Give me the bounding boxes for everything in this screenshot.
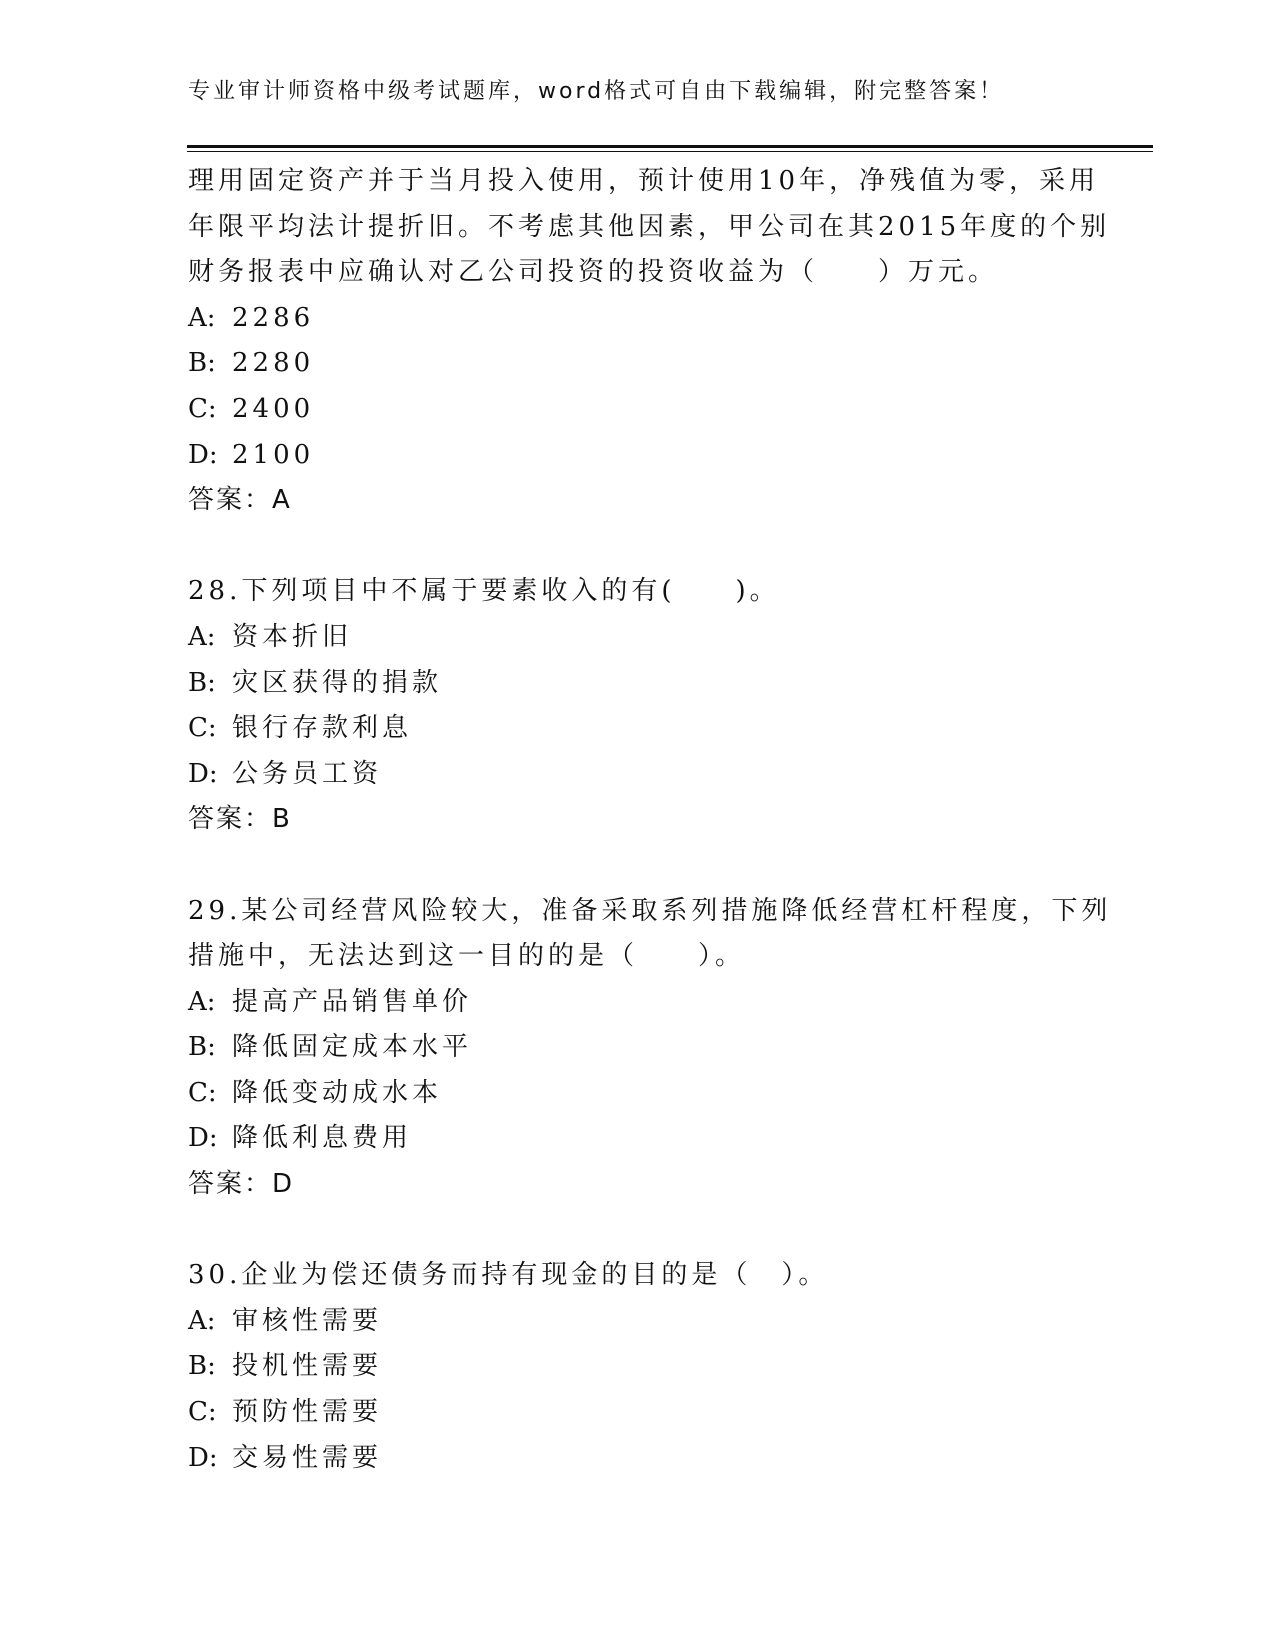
question-27-continuation [188, 159, 1111, 524]
option-text: 灾区获得的捐款 [232, 667, 443, 698]
option-text: 预防性需要 [232, 1397, 383, 1428]
option-a [188, 615, 1088, 661]
option-text: 公务员工资 [232, 758, 383, 789]
option-label: A: [188, 1305, 216, 1336]
option-d [188, 752, 1088, 798]
option-label: C: [188, 713, 217, 744]
option-label: D: [188, 1442, 218, 1473]
question-text-line: 理用固定资产并于当月投入使用，预计使用10年，净残值为零，采用 [188, 166, 1100, 196]
page-header: 专业审计师资格中级考试题库，word格式可自由下载编辑，附完整答案！ [188, 79, 1005, 104]
option-b [188, 341, 1088, 387]
option-b [188, 1344, 1088, 1390]
option-text: 降低利息费用 [232, 1123, 413, 1154]
question-text-line: 年限平均法计提折旧。不考虑其他因素，甲公司在其2015年度的个别 [188, 211, 1111, 242]
option-c [188, 1390, 1088, 1436]
answer: 答案：B [188, 804, 292, 835]
option-label: A: [188, 986, 216, 1017]
option-label: D: [188, 439, 218, 470]
option-b [188, 661, 1088, 707]
option-a [188, 1299, 1088, 1345]
option-b [188, 1025, 1088, 1071]
option-label: C: [188, 393, 217, 424]
option-label: C: [188, 1077, 217, 1108]
option-label: B: [188, 1032, 216, 1063]
option-label: C: [188, 1397, 217, 1428]
question-text-line: 30.企业为偿还债务而持有现金的目的是（ ）。 [188, 1260, 829, 1291]
option-label: B: [188, 667, 216, 698]
question-text-line: 29.某公司经营风险较大，准备采取系列措施降低经营杠杆程度，下列 [188, 895, 1112, 926]
option-text: 交易性需要 [232, 1442, 383, 1473]
option-text: 2400 [232, 393, 315, 424]
answer: 答案：A [188, 485, 292, 516]
spacer [188, 843, 1088, 889]
option-d [188, 1436, 1088, 1482]
option-label: A: [188, 302, 216, 333]
spacer [188, 1208, 1088, 1254]
header-rule-thin [187, 151, 1153, 152]
option-text: 审核性需要 [232, 1305, 383, 1336]
option-text: 降低变动成水本 [232, 1077, 443, 1108]
option-d [188, 433, 1088, 479]
option-label: D: [188, 758, 218, 789]
option-c [188, 706, 1088, 752]
question-28 [188, 569, 1088, 843]
option-d [188, 1116, 1088, 1162]
option-text: 资本折旧 [232, 621, 353, 652]
option-c [188, 387, 1088, 433]
question-text-line: 措施中，无法达到这一目的的是（ ）。 [188, 941, 746, 972]
answer: 答案：D [188, 1169, 295, 1200]
question-content [188, 159, 1112, 1481]
option-a [188, 296, 1088, 342]
question-text-line: 28.下列项目中不属于要素收入的有( )。 [188, 576, 780, 607]
option-text: 2100 [232, 439, 315, 470]
header-rule [187, 145, 1153, 148]
spacer [188, 524, 1088, 570]
option-label: D: [188, 1123, 218, 1154]
option-text: 2280 [232, 348, 315, 379]
option-text: 投机性需要 [232, 1351, 383, 1382]
option-label: A: [188, 621, 216, 652]
option-a [188, 980, 1088, 1026]
option-text: 提高产品销售单价 [232, 986, 473, 1017]
option-text: 降低固定成本水平 [232, 1032, 473, 1063]
option-c [188, 1071, 1088, 1117]
question-text-line: 财务报表中应确认对乙公司投资的投资收益为（ ）万元。 [188, 257, 999, 288]
option-text: 2286 [232, 302, 315, 333]
question-30 [188, 1253, 1088, 1481]
option-text: 银行存款利息 [232, 713, 413, 744]
question-29 [188, 889, 1112, 1208]
option-label: B: [188, 348, 216, 379]
option-label: B: [188, 1351, 216, 1382]
